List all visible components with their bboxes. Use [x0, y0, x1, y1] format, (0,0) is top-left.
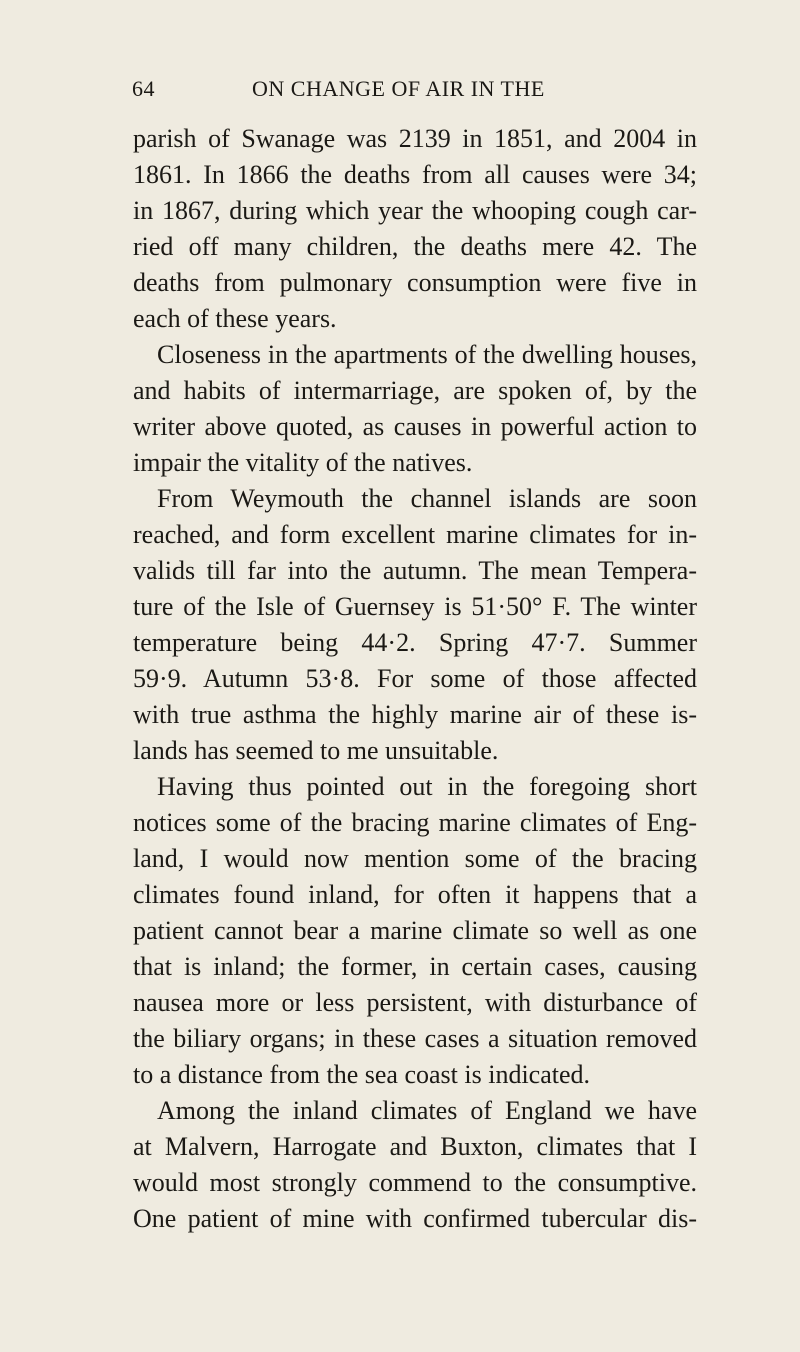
text-line: 1861. In 1866 the deaths from all causes were 34;	[133, 160, 697, 189]
text-line: nausea more or less persistent, with disturbance of	[133, 988, 697, 1017]
text-line: that is inland; the former, in certain cases, causing	[133, 952, 697, 981]
text-line: in 1867, during which year the whooping cough car-	[133, 196, 697, 225]
text-line: and habits of intermarriage, are spoken of, by the	[133, 376, 697, 405]
text-line: valids till far into the autumn. The mean Tempera-	[133, 556, 697, 585]
text-line: Among the inland climates of England we have	[157, 1096, 697, 1125]
text-line: ried off many children, the deaths mere 42. The	[133, 232, 697, 261]
body-text	[133, 121, 697, 1237]
page-number: 64	[132, 76, 155, 101]
text-line: notices some of the bracing marine climates of Eng-	[133, 808, 697, 837]
text-line: 59·9. Autumn 53·8. For some of those affected	[133, 664, 697, 693]
text-line: with true asthma the highly marine air of these is-	[133, 700, 697, 729]
running-head	[132, 76, 692, 106]
paragraph-swanage-deaths	[133, 121, 697, 337]
text-line: the biliary organs; in these cases a situation removed	[133, 1024, 697, 1053]
text-line: Having thus pointed out in the foregoing short	[157, 772, 697, 801]
text-line: patient cannot bear a marine climate so well as one	[133, 916, 697, 945]
text-line: each of these years.	[133, 304, 337, 333]
paragraph-bracing-climates	[133, 769, 697, 1093]
paragraph-inland-climates	[133, 1093, 697, 1237]
text-line: to a distance from the sea coast is indicated.	[133, 1060, 591, 1089]
text-line: at Malvern, Harrogate and Buxton, climates that I	[133, 1132, 697, 1161]
text-line: climates found inland, for often it happens that a	[133, 880, 697, 909]
text-line: temperature being 44·2. Spring 47·7. Summer	[133, 628, 697, 657]
paragraph-channel-islands	[133, 481, 697, 769]
running-title: ON CHANGE OF AIR IN THE	[252, 76, 545, 101]
text-line: parish of Swanage was 2139 in 1851, and 2004 in	[133, 124, 697, 153]
text-line: ture of the Isle of Guernsey is 51·50° F. The winter	[133, 592, 697, 621]
text-line: Closeness in the apartments of the dwelling houses,	[157, 340, 697, 369]
text-line: From Weymouth the channel islands are soon	[157, 484, 697, 513]
text-line: deaths from pulmonary consumption were five in	[133, 268, 697, 297]
text-line: would most strongly commend to the consumptive.	[133, 1168, 697, 1197]
text-line: One patient of mine with confirmed tubercular dis-	[133, 1204, 697, 1233]
text-line: impair the vitality of the natives.	[133, 448, 473, 477]
text-line: lands has seemed to me unsuitable.	[133, 736, 499, 765]
text-line: land, I would now mention some of the bracing	[133, 844, 697, 873]
text-line: writer above quoted, as causes in powerful action to	[133, 412, 697, 441]
text-line: reached, and form excellent marine climates for in-	[133, 520, 697, 549]
paragraph-closeness	[133, 337, 697, 481]
